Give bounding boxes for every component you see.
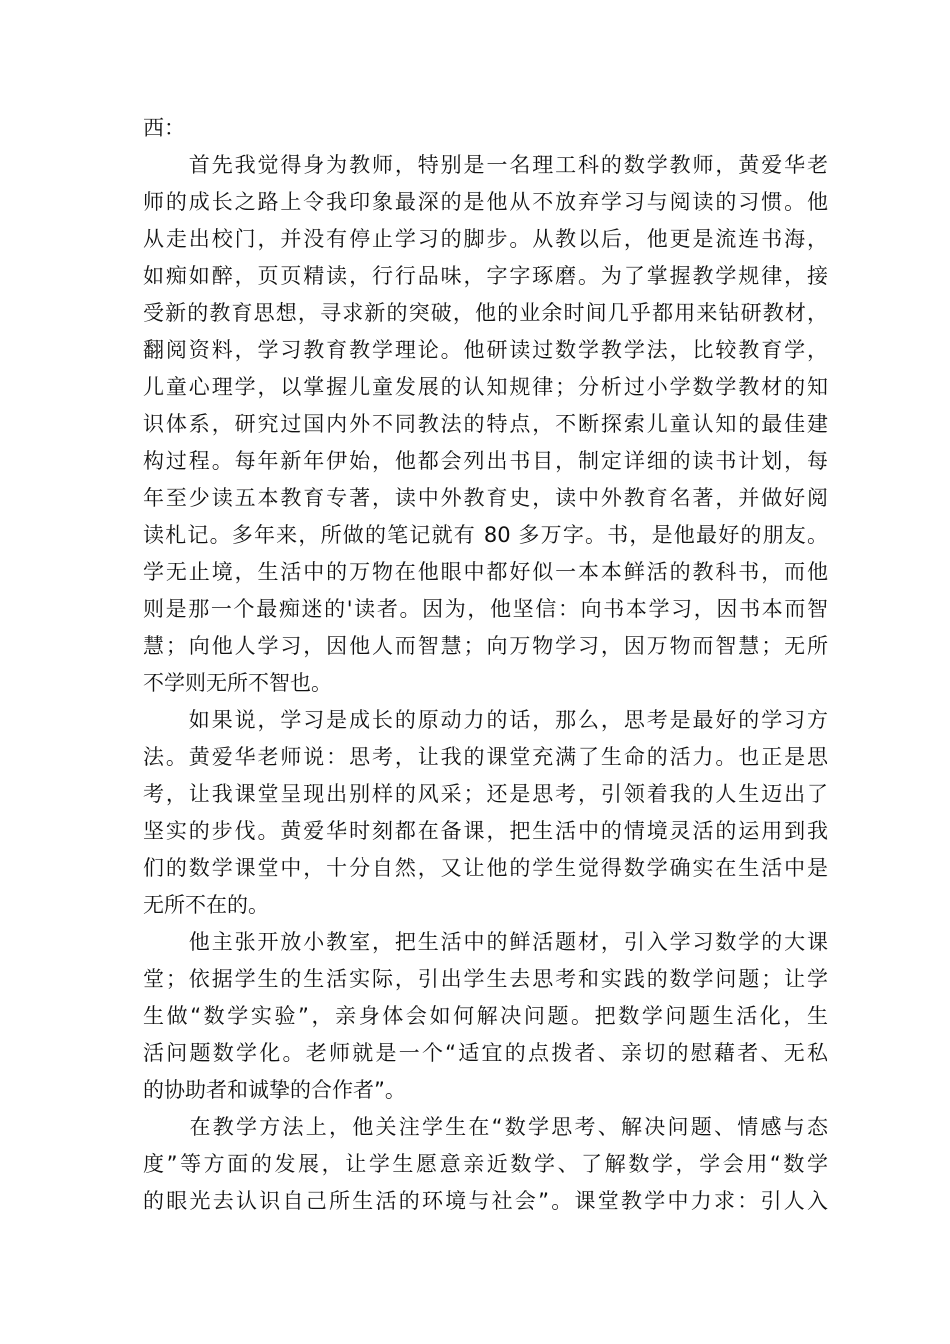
paragraph-line: 识体系，研究过国内外不同教法的特点，不断探索儿童认知的最佳建 <box>143 412 828 436</box>
paragraph-line: 度”等方面的发展，让学生愿意亲近数学、了解数学，学会用“数学 <box>143 1152 828 1176</box>
paragraph-line: 不学则无所不智也。 <box>143 671 332 695</box>
paragraph-line: 儿童心理学，以掌握儿童发展的认知规律；分析过小学数学教材的知 <box>143 375 828 399</box>
paragraph-line: 活问题数学化。老师就是一个“适宜的点拨者、亲切的慰藉者、无私 <box>143 1041 828 1065</box>
paragraph-line: 受新的教育思想，寻求新的突破，他的业余时间几乎都用来钻研教材， <box>143 301 828 325</box>
paragraph-line: 学无止境，生活中的万物在他眼中都好似一本本鲜活的教科书，而他 <box>143 560 828 584</box>
paragraph-line: 的协助者和诚挚的合作者”。 <box>143 1078 406 1102</box>
paragraph-line: 如痴如醉，页页精读，行行品味，字字琢磨。为了掌握教学规律，接 <box>143 264 828 288</box>
paragraph-line: 师的成长之路上令我印象最深的是他从不放弃学习与阅读的习惯。他 <box>143 190 828 214</box>
paragraph-line: 慧；向他人学习，因他人而智慧；向万物学习，因万物而智慧；无所 <box>143 634 828 658</box>
document-body <box>143 110 828 1220</box>
paragraph-line: 生做“数学实验”，亲身体会如何解决问题。把数学问题生活化，生 <box>143 1004 828 1028</box>
text-line: 西： <box>143 116 185 140</box>
paragraph-line: 构过程。每年新年伊始，他都会列出书目，制定详细的读书计划，每 <box>143 449 828 473</box>
paragraph-line: 首先我觉得身为教师，特别是一名理工科的数学教师，黄爱华老 <box>143 153 828 177</box>
paragraph-line: 他主张开放小教室，把生活中的鲜活题材，引入学习数学的大课 <box>143 930 828 954</box>
paragraph-line: 们的数学课堂中，十分自然，又让他的学生觉得数学确实在生活中是 <box>143 856 828 880</box>
paragraph-line: 法。黄爱华老师说：思考，让我的课堂充满了生命的活力。也正是思 <box>143 745 828 769</box>
paragraph-line: 堂；依据学生的生活实际，引出学生去思考和实践的数学问题；让学 <box>143 967 828 991</box>
paragraph-line: 从走出校门，并没有停止学习的脚步。从教以后，他更是流连书海， <box>143 227 828 251</box>
paragraph-line: 坚实的步伐。黄爱华时刻都在备课，把生活中的情境灵活的运用到我 <box>143 819 828 843</box>
paragraph-line: 读札记。多年来，所做的笔记就有 80 多万字。书，是他最好的朋友。 <box>143 523 828 547</box>
paragraph-line: 翻阅资料，学习教育教学理论。他研读过数学教学法，比较教育学， <box>143 338 828 362</box>
paragraph-line: 无所不在的。 <box>143 893 269 917</box>
paragraph-line: 在教学方法上，他关注学生在“数学思考、解决问题、情感与态 <box>143 1115 828 1139</box>
paragraph-line: 则是那一个最痴迷的'读者。因为，他坚信：向书本学习，因书本而智 <box>143 597 828 621</box>
paragraph-line: 如果说，学习是成长的原动力的话，那么，思考是最好的学习方 <box>143 708 828 732</box>
paragraph-line: 年至少读五本教育专著，读中外教育史，读中外教育名著，并做好阅 <box>143 486 828 510</box>
paragraph-line: 考，让我课堂呈现出别样的风采；还是思考，引领着我的人生迈出了 <box>143 782 828 806</box>
paragraph-line: 的眼光去认识自己所生活的环境与社会”。课堂教学中力求：引人入 <box>143 1189 828 1213</box>
